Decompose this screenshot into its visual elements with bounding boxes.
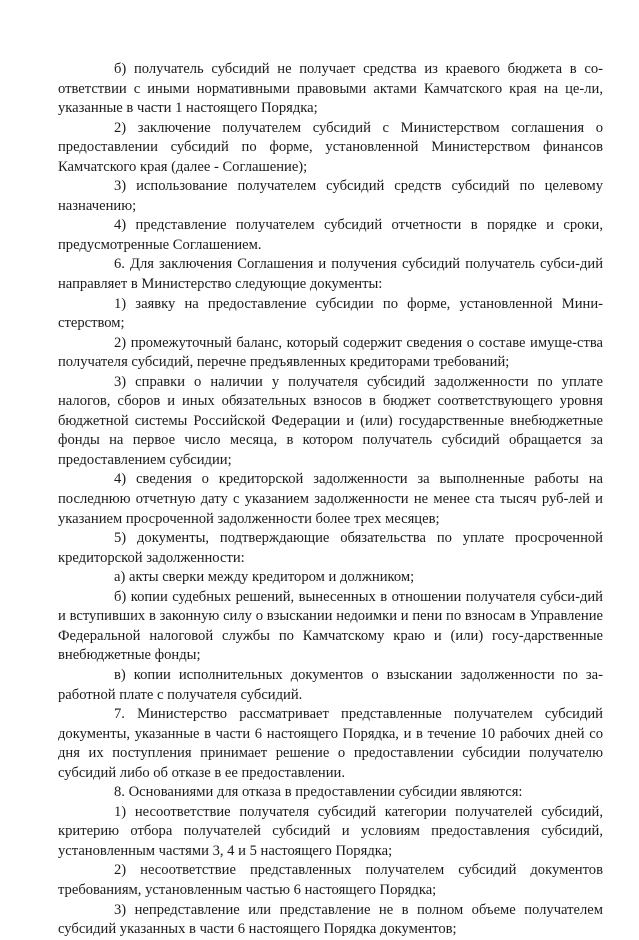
paragraph-3-target-use: 3) использование получателем субсидий средств субсидий по целевому назначению; <box>58 178 603 214</box>
paragraph-6-5-b-court-decisions: б) копии судебных решений, вынесенных в отношении получателя субси-дий и вступивших в законную силу о взыскании недоимки и пени по взносам в Управление Федеральной налоговой службы по Камчатскому краю и (или) госу-дарственные внебюджетные фонды; <box>58 588 603 664</box>
paragraph-8-1-noncompliance: 1) несоответствие получателя субсидий категории получателей субсидий, критерию отбора получателей субсидий и условиям предоставления субсидий, установленным частями 3, 4 и 5 настоящего Порядка; <box>58 803 603 859</box>
paragraph-6-1-application: 1) заявку на предоставление субсидии по форме, установленной Мини-стерством; <box>58 295 603 332</box>
paragraph-4-reporting: 4) представление получателем субсидий отчетности в порядке и сроки, предусмотренные Соглашением. <box>58 217 603 253</box>
paragraph-6-5-c-enforcement-docs: в) копии исполнительных документов о взыскании задолженности по за-работной плате с получателя субсидий. <box>58 666 603 703</box>
paragraph-6-5-documents: 5) документы, подтверждающие обязательства по уплате просроченной кредиторской задолженности: <box>58 530 603 566</box>
paragraph-6-4-creditor-debt: 4) сведения о кредиторской задолженности за выполненные работы на последнюю отчетную дату с указанием задолженности не менее ста тысяч руб-лей и указанием просроченной задолженности более трех месяцев; <box>58 471 603 527</box>
paragraph-6-2-balance: 2) промежуточный баланс, который содержит сведения о составе имуще-ства получателя субсидий, перечне предъявленных кредиторами требований; <box>58 334 603 371</box>
paragraph-8-2-document-mismatch: 2) несоответствие представленных получателем субсидий документов требованиям, установленным частью 6 настоящего Порядка; <box>58 862 603 898</box>
paragraph-8-3-incomplete-docs: 3) непредставление или представление не в полном объеме получателем субсидий указанных в части 6 настоящего Порядка документов; <box>58 901 603 938</box>
paragraph-b-no-regional-funds: б) получатель субсидий не получает средства из краевого бюджета в со-ответствии с иными нормативными правовыми актами Камчатского края на це-ли, указанные в части 1 настоящего Порядка; <box>58 61 603 117</box>
paragraph-6-3-tax-certificates: 3) справки о наличии у получателя субсидий задолженности по уплате налогов, сборов и иных обязательных взносов в бюджет соответствующего уровня бюджетной системы Российской Федерации и (или) государственные внебюджетные фонды на первое число месяца, в котором получатель субсидий обращается за предоставлением субсидии; <box>58 373 603 468</box>
paragraph-2-agreement: 2) заключение получателем субсидий с Министерством соглашения о предоставлении субсидий по форме, установленной Министерством финансов Камчатского края (далее - Соглашение); <box>58 119 603 175</box>
paragraph-6-5-a-reconciliation: а) акты сверки между кредитором и должником; <box>114 569 415 586</box>
paragraph-section-7: 7. Министерство рассматривает представленные получателем субсидий документы, указанные в части 6 настоящего Порядка, и в течение 10 рабочих дней со дня их поступления принимает решение о предоставлении субсидии получателю субсидий либо об отказе в ее предоставлении. <box>58 706 603 781</box>
paragraph-section-8: 8. Основаниями для отказа в предоставлении субсидии являются: <box>114 784 523 801</box>
document-body <box>58 60 603 940</box>
paragraph-section-6: 6. Для заключения Соглашения и получения субсидий получатель субси-дий направляет в Министерство следующие документы: <box>58 256 603 293</box>
